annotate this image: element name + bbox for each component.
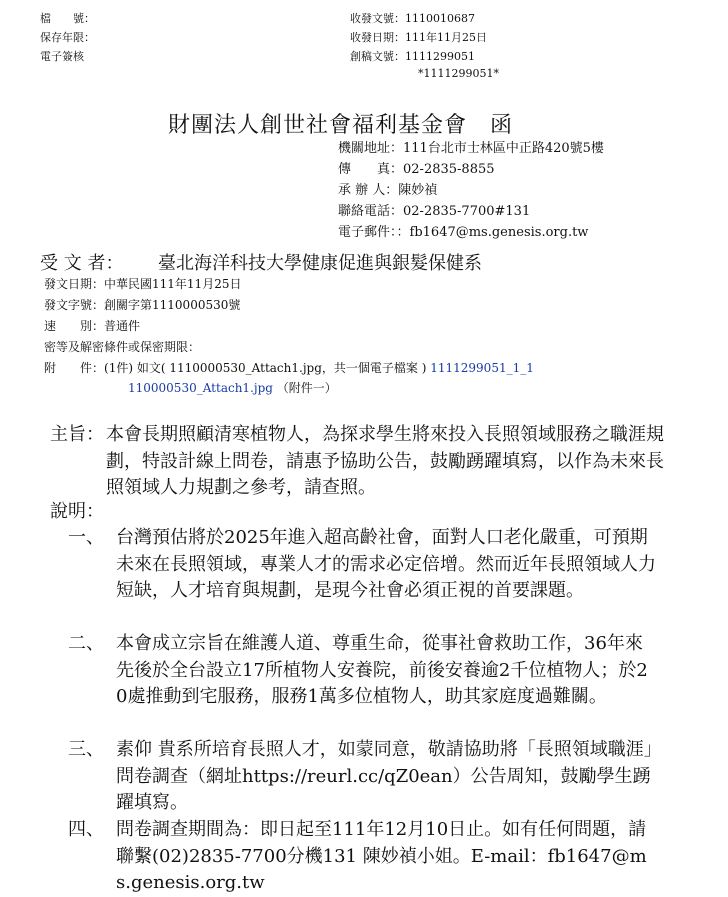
item-number-4: 四、 — [68, 819, 104, 840]
received-date-label: 收發日期： — [350, 31, 405, 44]
received-date-value: 111年11月25日 — [405, 31, 487, 44]
received-date — [350, 29, 487, 47]
contact-address — [338, 138, 604, 159]
fax-value: 02-2835-8855 — [403, 162, 495, 177]
explanation-item-3: 素仰 貴系所培育長照人才，如蒙同意，敬請協助將「長照領域職涯」問卷調查（網址https://reurl.cc/qZ0ean）公告周知，鼓勵學生踴躍填寫。 — [116, 739, 662, 813]
doc-date-value: 中華民國111年11月25日 — [104, 277, 242, 291]
fax-label: 傳 真： — [338, 162, 404, 177]
handler-label: 承 辦 人： — [338, 183, 399, 198]
doc-number-value: 創關字第1110000530號 — [104, 298, 241, 312]
attach-label: 附 件： — [44, 361, 105, 375]
draft-no-label: 創稿文號： — [350, 50, 405, 63]
received-no-value: 1110010687 — [405, 12, 475, 25]
item-number-3: 三、 — [68, 739, 104, 760]
doc-number — [44, 295, 240, 315]
attachment-link-line1[interactable]: 1111299051_1_1 — [430, 361, 534, 375]
explanation-item-1: 台灣預估將於2025年進入超高齡社會，面對人口老化嚴重，可預期未來在長照領域，專業人才的需求必定倍增。然而近年長照領域人力短缺，人才培育與規劃，是現今社會必須正視的首要課題。 — [116, 527, 656, 601]
draft-no-barcode-text: *1111299051* — [418, 67, 499, 80]
phone-label: 聯絡電話： — [338, 204, 404, 219]
retention-label: 保存年限： — [40, 31, 95, 44]
address-label: 機關地址： — [338, 141, 404, 156]
doc-speed — [44, 316, 140, 336]
phone-value: 02-2835-7700#131 — [403, 204, 531, 219]
doc-number-label: 發文字號： — [44, 298, 105, 312]
contact-email — [338, 222, 588, 243]
item-number-1: 一、 — [68, 527, 104, 548]
contact-fax — [338, 159, 495, 180]
draft-no — [350, 48, 475, 66]
address-value: 111台北市士林區中正路420號5樓 — [403, 141, 604, 156]
explanation-label: 說明： — [50, 501, 104, 522]
doc-attachment — [44, 358, 534, 378]
contact-handler — [338, 180, 437, 201]
handler-value: 陳妙禎 — [398, 183, 438, 198]
subject-label: 主旨： — [50, 424, 104, 445]
received-no — [350, 10, 475, 28]
email-label: 電子郵件： — [338, 225, 397, 240]
subject-text: 本會長期照顧清寒植物人，為探求學生將來投入長照領域服務之職涯規劃，特設計線上問卷，請惠予協助公告，鼓勵踴躍填寫，以作為未來長照領域人力規劃之參考，請查照。 — [106, 424, 664, 498]
attachment-link-line2[interactable]: 110000530_Attach1.jpg — [128, 381, 273, 395]
doc-speed-label: 速 別： — [44, 319, 105, 333]
attach-suffix: （附件一） — [276, 381, 337, 395]
item-number-2: 二、 — [68, 633, 104, 654]
file-no-label: 檔 號： — [40, 12, 95, 25]
doc-secret-label: 密等及解密條件或保密期限： — [44, 340, 201, 354]
doc-attachment-cont — [128, 378, 337, 398]
explanation-item-4: 問卷調查期間為：即日起至111年12月10日止。如有任何問題，請聯繫(02)2835-7700分機131 陳妙禎小姐。E-mail：fb1647@ms.genesis.org.tw — [116, 819, 647, 893]
doc-date-label: 發文日期： — [44, 277, 105, 291]
explanation-item-2: 本會成立宗旨在維護人道、尊重生命，從事社會救助工作，36年來先後於全台設立17所植物人安養院，前後安養逾2千位植物人；於20處推動到宅服務，服務1萬多位植物人，助其家庭度過難關。 — [116, 633, 648, 707]
draft-no-value: 1111299051 — [405, 50, 475, 63]
document-title: 財團法人創世社會福利基金會 函 — [168, 113, 514, 138]
attach-text: (1件) 如文( 1110000530_Attach1.jpg，共一個電子檔案 ) — [104, 361, 427, 375]
contact-phone — [338, 201, 530, 222]
doc-date — [44, 274, 241, 294]
signature-label: 電子簽核 — [40, 50, 84, 63]
email-value: ：fb1647@ms.genesis.org.tw — [396, 225, 589, 240]
doc-speed-value: 普通件 — [104, 319, 141, 333]
recipient-label: 受 文 者： — [40, 253, 124, 274]
recipient-name: 臺北海洋科技大學健康促進與銀髮保健系 — [158, 253, 482, 274]
received-no-label: 收發文號： — [350, 12, 405, 25]
